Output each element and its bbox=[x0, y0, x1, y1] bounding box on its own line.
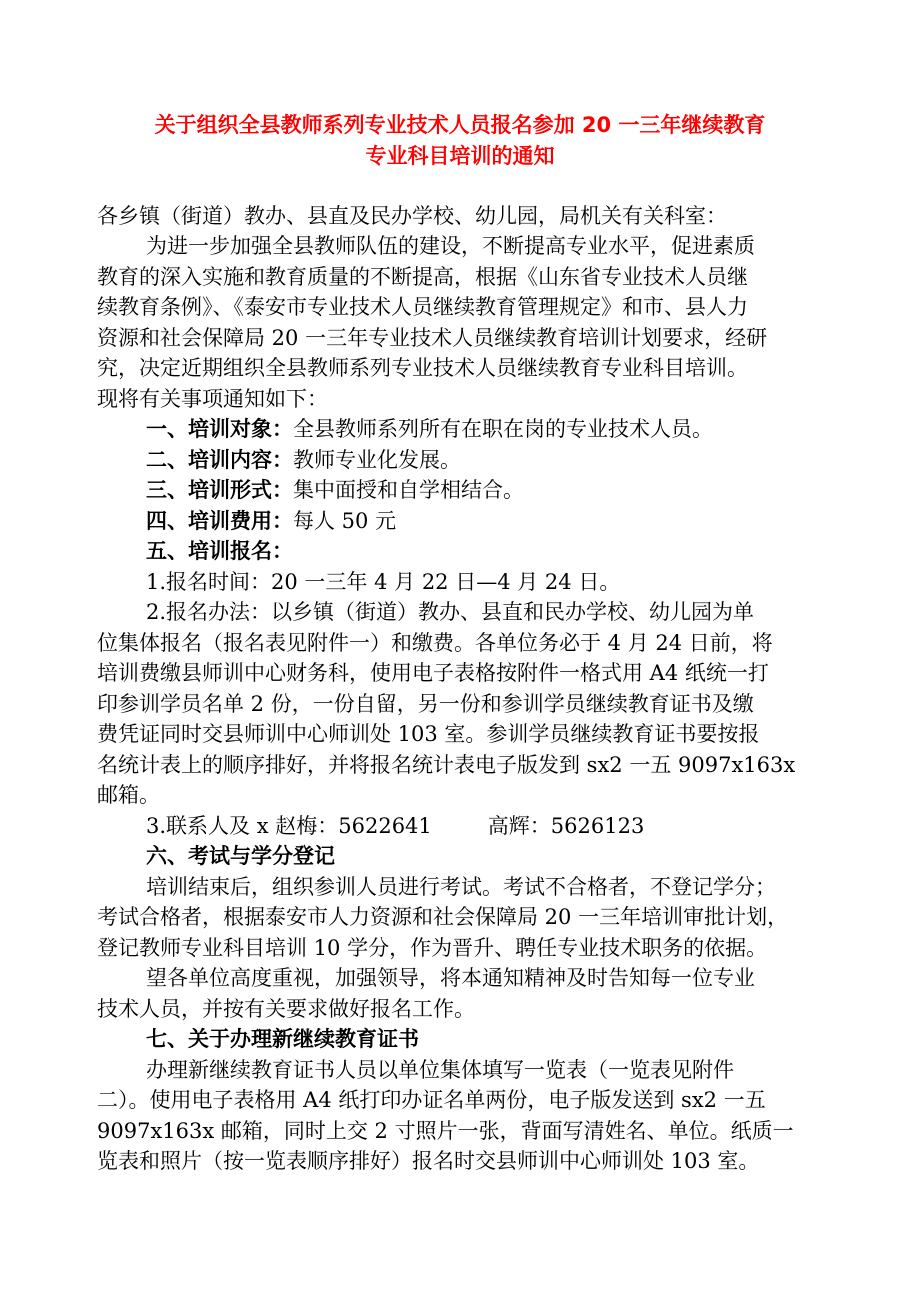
section-7-heading: 七、关于办理新继续教育证书 bbox=[146, 1027, 419, 1051]
salutation: 各乡镇（街道）教办、县直及民办学校、幼儿园，局机关有关科室： bbox=[97, 204, 727, 228]
document-title-line-2: 专业科目培训的通知 bbox=[365, 144, 555, 168]
item-training-fee bbox=[146, 506, 396, 536]
registration-time: 1.报名时间：20 一三年 4 月 22 日—4 月 24 日。 bbox=[146, 570, 621, 594]
document-title-line-1: 关于组织全县教师系列专业技术人员报名参加 20 一三年继续教育 bbox=[154, 113, 766, 137]
contact-person-2: 高辉：5626123 bbox=[487, 814, 645, 838]
intro-line-5: 究，决定近期组织全县教师系列专业技术人员继续教育专业科目培训。 bbox=[97, 356, 748, 380]
appeal-line-2: 技术人员，并按有关要求做好报名工作。 bbox=[97, 997, 475, 1021]
item-training-format bbox=[146, 475, 524, 505]
intro-line-1: 为进一步加强全县教师队伍的建设，不断提高专业水平，促进素质 bbox=[146, 234, 755, 258]
registration-method-line-5: 费凭证同时交县师训中心师训处 103 室。参训学员继续教育证书要按报 bbox=[97, 722, 760, 746]
intro-line-3: 续教育条例》、《泰安市专业技术人员继续教育管理规定》和市、县人力 bbox=[97, 295, 748, 319]
item-training-target bbox=[146, 414, 713, 444]
registration-method-line-1: 2.报名办法：以乡镇（街道）教办、县直和民办学校、幼儿园为单 bbox=[146, 600, 755, 624]
contact-prefix: 3.联系人及 x bbox=[146, 814, 269, 838]
item-training-registration bbox=[146, 536, 293, 566]
registration-method-line-6: 名统计表上的顺序排好，并将报名统计表电子版发到 sx2 一五 9097x163x bbox=[97, 753, 796, 777]
contact-line bbox=[146, 811, 644, 841]
section-6-line-3: 登记教师专业科目培训 10 学分，作为晋升、聘任专业技术职务的依据。 bbox=[97, 936, 768, 960]
item-heading: 四、培训费用： bbox=[146, 509, 293, 533]
contact-person-1: 赵梅：5622641 bbox=[275, 814, 432, 838]
registration-method-line-2: 位集体报名（报名表见附件一）和缴费。各单位务必于 4 月 24 日前，将 bbox=[97, 631, 773, 655]
intro-line-2: 教育的深入实施和教育质量的不断提高，根据《山东省专业技术人员继 bbox=[97, 265, 748, 289]
section-6-heading: 六、考试与学分登记 bbox=[146, 844, 335, 868]
section-6-line-2: 考试合格者，根据泰安市人力资源和社会保障局 20 一三年培训审批计划， bbox=[97, 905, 789, 929]
item-heading: 一、培训对象： bbox=[146, 417, 293, 441]
item-text: 全县教师系列所有在职在岗的专业技术人员。 bbox=[293, 417, 713, 441]
item-text: 集中面授和自学相结合。 bbox=[293, 478, 524, 502]
item-heading: 三、培训形式： bbox=[146, 478, 293, 502]
section-7-line-3: 9097x163x 邮箱，同时上交 2 寸照片一张，背面写清姓名、单位。纸质一 bbox=[97, 1119, 794, 1143]
section-7-line-1: 办理新继续教育证书人员以单位集体填写一览表（一览表见附件 bbox=[146, 1058, 734, 1082]
registration-method-line-4: 印参训学员名单 2 份，一份自留，另一份和参训学员继续教育证书及缴 bbox=[97, 692, 754, 716]
registration-method-line-7: 邮箱。 bbox=[97, 783, 160, 807]
section-7-line-4: 览表和照片（按一览表顺序排好）报名时交县师训中心师训处 103 室。 bbox=[97, 1149, 760, 1173]
item-text: 每人 50 元 bbox=[293, 509, 397, 533]
item-heading: 二、培训内容： bbox=[146, 448, 293, 472]
intro-line-6: 现将有关事项通知如下： bbox=[97, 387, 328, 411]
registration-method-line-3: 培训费缴县师训中心财务科，使用电子表格按附件一格式用 A4 纸统一打 bbox=[97, 661, 769, 685]
section-6-line-1: 培训结束后，组织参训人员进行考试。考试不合格者，不登记学分； bbox=[146, 875, 776, 899]
item-training-content bbox=[146, 445, 461, 475]
item-text: 教师专业化发展。 bbox=[293, 448, 461, 472]
item-heading: 五、培训报名： bbox=[146, 539, 293, 563]
appeal-line-1: 望各单位高度重视，加强领导，将本通知精神及时告知每一位专业 bbox=[146, 966, 755, 990]
intro-line-4: 资源和社会保障局 20 一三年专业技术人员继续教育培训计划要求，经研 bbox=[97, 326, 768, 350]
section-7-line-2: 二）。使用电子表格用 A4 纸打印办证名单两份，电子版发送到 sx2 一五 bbox=[97, 1088, 766, 1112]
